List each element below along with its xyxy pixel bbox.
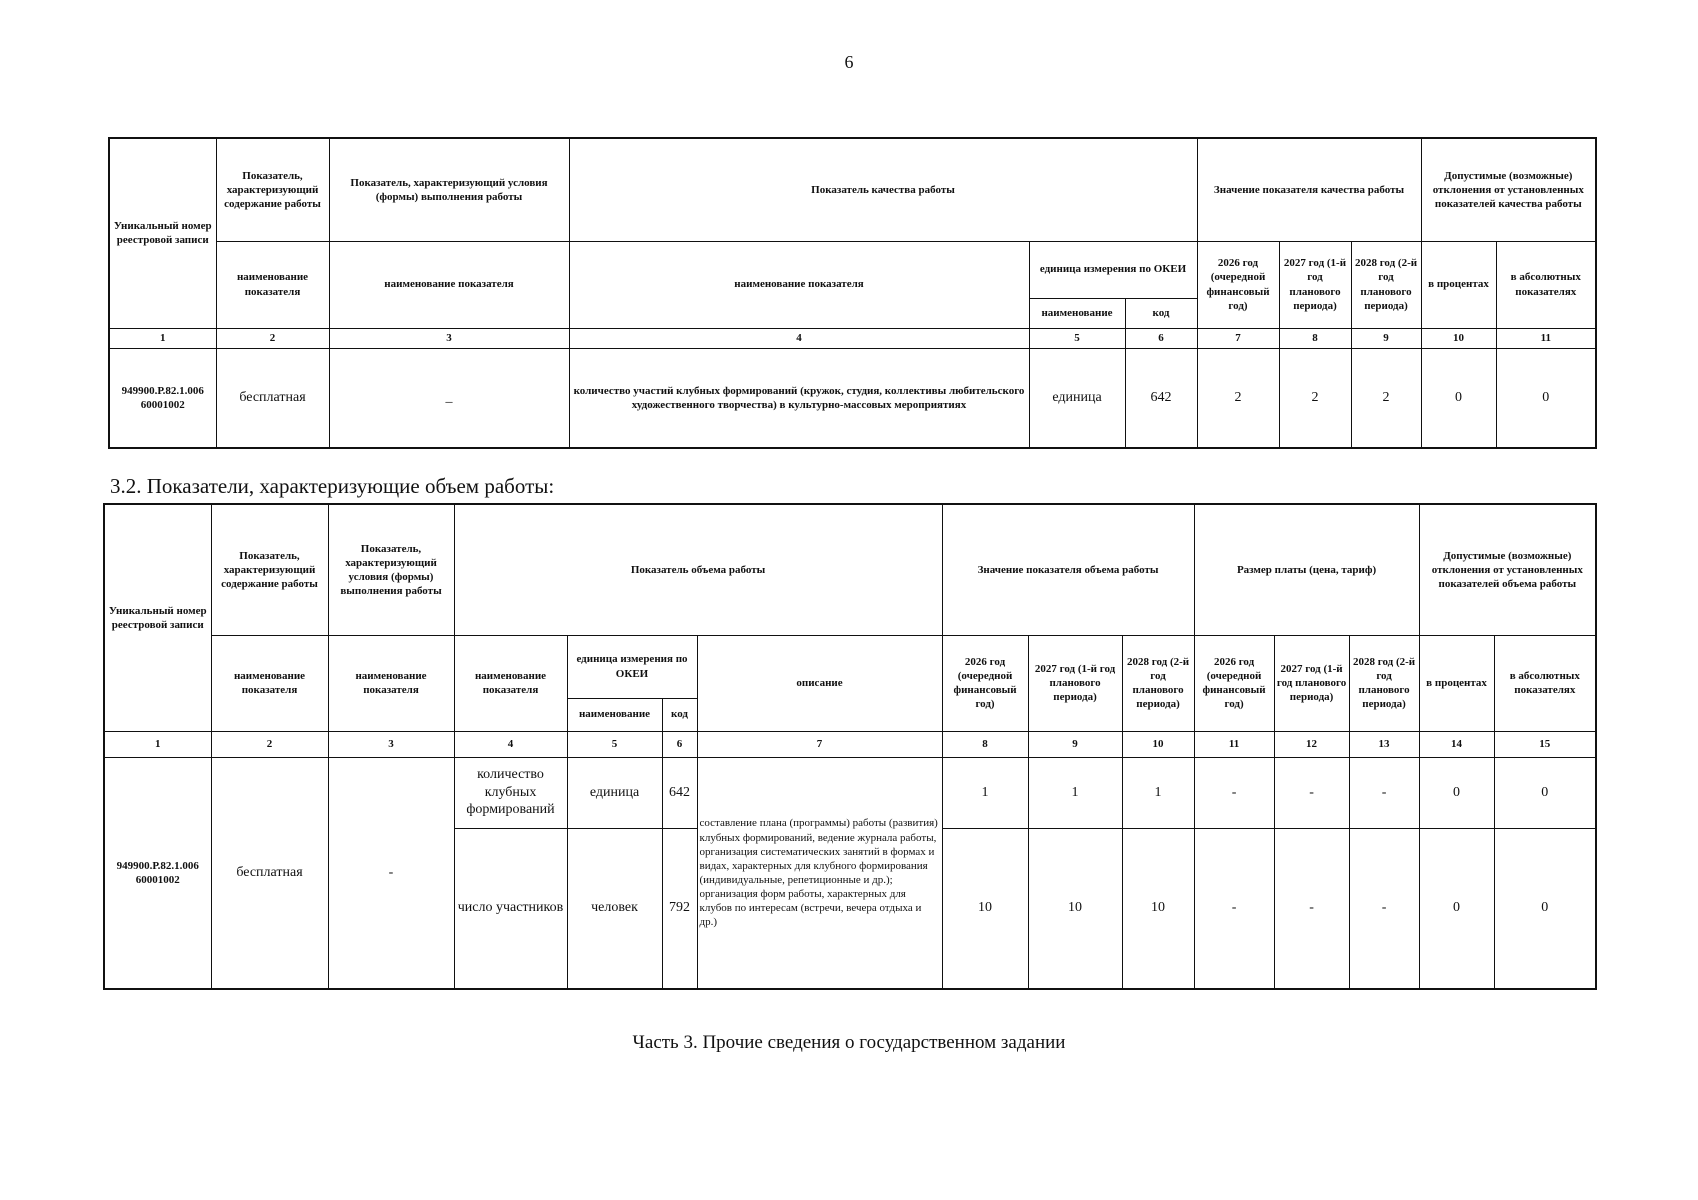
condition-value: - — [328, 757, 454, 989]
column-number: 5 — [1029, 328, 1125, 348]
header-indicator-name: наименование показателя — [569, 241, 1029, 328]
content-value: бесплатная — [211, 757, 328, 989]
header-volume-value: Значение показателя объема работы — [942, 504, 1194, 635]
column-number: 9 — [1351, 328, 1421, 348]
column-number: 10 — [1421, 328, 1496, 348]
fee-2028: - — [1349, 757, 1419, 828]
unit-code: 642 — [662, 757, 697, 828]
deviation-absolute: 0 — [1494, 828, 1596, 989]
content-value: бесплатная — [216, 348, 329, 448]
header-condition-indicator: Показатель, характеризующий условия (формы) выполнения работы — [328, 504, 454, 635]
header-deviation: Допустимые (возможные) отклонения от установленных показателей объема работы — [1419, 504, 1596, 635]
fee-2026: - — [1194, 757, 1274, 828]
header-percent: в процентах — [1421, 241, 1496, 328]
header-percent: в процентах — [1419, 635, 1494, 731]
column-number: 7 — [697, 731, 942, 757]
header-indicator-name: наименование показателя — [211, 635, 328, 731]
column-number: 6 — [662, 731, 697, 757]
fee-2026: - — [1194, 828, 1274, 989]
header-deviation: Допустимые (возможные) отклонения от установленных показателей качества работы — [1421, 138, 1596, 241]
header-unit-okei: единица измерения по ОКЕИ — [567, 635, 697, 698]
header-absolute: в абсолютных показателях — [1496, 241, 1596, 328]
section-title: 3.2. Показатели, характеризующие объем работы: — [110, 474, 555, 498]
header-fee: Размер платы (цена, тариф) — [1194, 504, 1419, 635]
column-number: 5 — [567, 731, 662, 757]
header-indicator-name: наименование показателя — [216, 241, 329, 328]
column-number: 8 — [942, 731, 1028, 757]
header-quality-indicator: Показатель качества работы — [569, 138, 1197, 241]
table-row — [104, 757, 1596, 828]
unit-code: 792 — [662, 828, 697, 989]
column-number: 1 — [109, 328, 216, 348]
fee-2028: - — [1349, 828, 1419, 989]
column-number: 4 — [569, 328, 1029, 348]
table-row — [109, 348, 1596, 448]
header-indicator-name: наименование показателя — [329, 241, 569, 328]
unit-code: 642 — [1125, 348, 1197, 448]
value-2028: 10 — [1122, 828, 1194, 989]
value-2028: 1 — [1122, 757, 1194, 828]
column-number: 8 — [1279, 328, 1351, 348]
header-year-2028: 2028 год (2-й год планового периода) — [1351, 241, 1421, 328]
header-unit-name: наименование — [1029, 298, 1125, 328]
header-value-2026: 2026 год (очередной финансовый год) — [942, 635, 1028, 731]
fee-2027: - — [1274, 828, 1349, 989]
unit-name: человек — [567, 828, 662, 989]
unit-name: единица — [1029, 348, 1125, 448]
work-description: составление плана (программы) работы (развития) клубных формирований, ведение журнала работы, организация систематических занятий в формах и видах, характерных для клубного формирования (индивидуальные, репетиционные и др.); организация форм работы, характерных для клубов по интересам (встречи, вечера отдыха и др.) — [697, 757, 942, 989]
header-indicator-name: наименование показателя — [328, 635, 454, 731]
column-number: 3 — [328, 731, 454, 757]
value-2027: 1 — [1028, 757, 1122, 828]
column-number: 11 — [1496, 328, 1596, 348]
header-volume-indicator: Показатель объема работы — [454, 504, 942, 635]
value-2027: 2 — [1279, 348, 1351, 448]
quality-indicators-table — [108, 137, 1597, 449]
header-unique-record: Уникальный номер реестровой записи — [109, 138, 216, 328]
part-title: Часть 3. Прочие сведения о государственном задании — [632, 1032, 1066, 1053]
registry-number: 949900.Р.82.1.006 60001002 — [104, 757, 211, 989]
header-fee-2027: 2027 год (1-й год планового периода) — [1274, 635, 1349, 731]
value-2026: 10 — [942, 828, 1028, 989]
fee-2027: - — [1274, 757, 1349, 828]
column-number: 10 — [1122, 731, 1194, 757]
column-number: 3 — [329, 328, 569, 348]
deviation-percent: 0 — [1419, 757, 1494, 828]
header-year-2026: 2026 год (очередной финансовый год) — [1197, 241, 1279, 328]
header-value-2027: 2027 год (1-й год планового периода) — [1028, 635, 1122, 731]
volume-indicators-table — [103, 503, 1597, 990]
header-unique-record: Уникальный номер реестровой записи — [104, 504, 211, 731]
column-number: 14 — [1419, 731, 1494, 757]
page-number: 6 — [844, 52, 854, 72]
deviation-absolute: 0 — [1496, 348, 1596, 448]
column-number: 12 — [1274, 731, 1349, 757]
indicator-name: количество клубных формирований — [454, 757, 567, 828]
indicator-name: количество участий клубных формирований (кружок, студия, коллективы любительского художественного творчества) в культурно-массовых мероприятиях — [569, 348, 1029, 448]
header-absolute: в абсолютных показателях — [1494, 635, 1596, 731]
value-2028: 2 — [1351, 348, 1421, 448]
header-fee-2026: 2026 год (очередной финансовый год) — [1194, 635, 1274, 731]
header-content-indicator: Показатель, характеризующий содержание работы — [216, 138, 329, 241]
column-number: 9 — [1028, 731, 1122, 757]
column-number: 2 — [211, 731, 328, 757]
value-2027: 10 — [1028, 828, 1122, 989]
header-unit-name: наименование — [567, 698, 662, 731]
header-description: описание — [697, 635, 942, 731]
value-2026: 1 — [942, 757, 1028, 828]
header-condition-indicator: Показатель, характеризующий условия (формы) выполнения работы — [329, 138, 569, 241]
header-year-2027: 2027 год (1-й год планового периода) — [1279, 241, 1351, 328]
registry-number: 949900.Р.82.1.006 60001002 — [109, 348, 216, 448]
column-number: 1 — [104, 731, 211, 757]
header-indicator-name: наименование показателя — [454, 635, 567, 731]
value-2026: 2 — [1197, 348, 1279, 448]
header-unit-okei: единица измерения по ОКЕИ — [1029, 241, 1197, 298]
column-number: 13 — [1349, 731, 1419, 757]
deviation-percent: 0 — [1419, 828, 1494, 989]
column-number: 11 — [1194, 731, 1274, 757]
indicator-name: число участников — [454, 828, 567, 989]
column-number: 2 — [216, 328, 329, 348]
column-number: 6 — [1125, 328, 1197, 348]
header-fee-2028: 2028 год (2-й год планового периода) — [1349, 635, 1419, 731]
header-content-indicator: Показатель, характеризующий содержание работы — [211, 504, 328, 635]
header-value-2028: 2028 год (2-й год планового периода) — [1122, 635, 1194, 731]
deviation-percent: 0 — [1421, 348, 1496, 448]
column-number: 7 — [1197, 328, 1279, 348]
header-quality-value: Значение показателя качества работы — [1197, 138, 1421, 241]
header-unit-code: код — [662, 698, 697, 731]
header-unit-code: код — [1125, 298, 1197, 328]
condition-value: _ — [329, 348, 569, 448]
deviation-absolute: 0 — [1494, 757, 1596, 828]
column-number: 4 — [454, 731, 567, 757]
unit-name: единица — [567, 757, 662, 828]
column-number: 15 — [1494, 731, 1596, 757]
